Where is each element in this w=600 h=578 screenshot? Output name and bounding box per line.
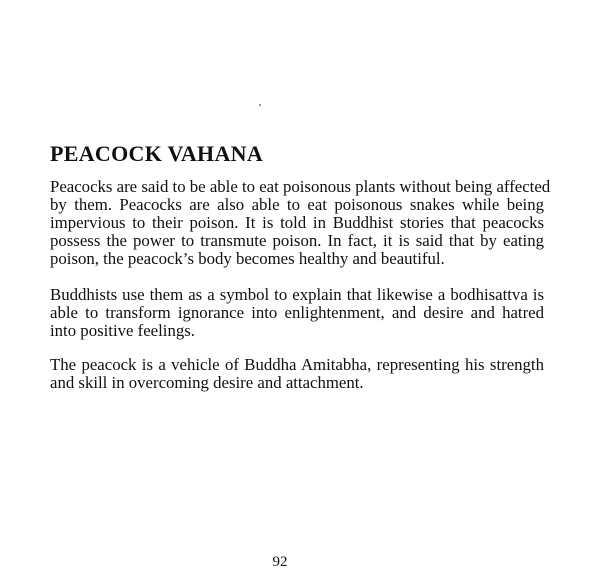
text-line: able to transform ignorance into enlightenment, and desire and hatred — [50, 303, 544, 322]
text-line: Peacocks are said to be able to eat poisonous plants without being affected — [50, 177, 551, 196]
paragraph-bodhisattva-symbol — [50, 286, 544, 340]
text-line: possess the power to transmute poison. In fact, it is said that by eating — [50, 231, 544, 250]
paragraph-peacock-poison — [50, 177, 551, 268]
page-number: 92 — [272, 554, 288, 570]
text-line: and skill in overcoming desire and attachment. — [50, 373, 364, 392]
paragraph-amitabha-vehicle — [50, 356, 544, 392]
text-line: The peacock is a vehicle of Buddha Amitabha, representing his strength — [50, 355, 544, 374]
text-line: into positive feelings. — [50, 321, 195, 340]
text-line: impervious to their poison. It is told in Buddhist stories that peacocks — [50, 213, 544, 232]
section-heading: PEACOCK VAHANA — [50, 141, 264, 166]
text-line: poison, the peacock’s body becomes healthy and beautiful. — [50, 249, 445, 268]
text-line: Buddhists use them as a symbol to explain that likewise a bodhisattva is — [50, 285, 544, 304]
text-line: by them. Peacocks are also able to eat poisonous snakes while being — [50, 195, 544, 214]
print-speck — [259, 104, 261, 106]
